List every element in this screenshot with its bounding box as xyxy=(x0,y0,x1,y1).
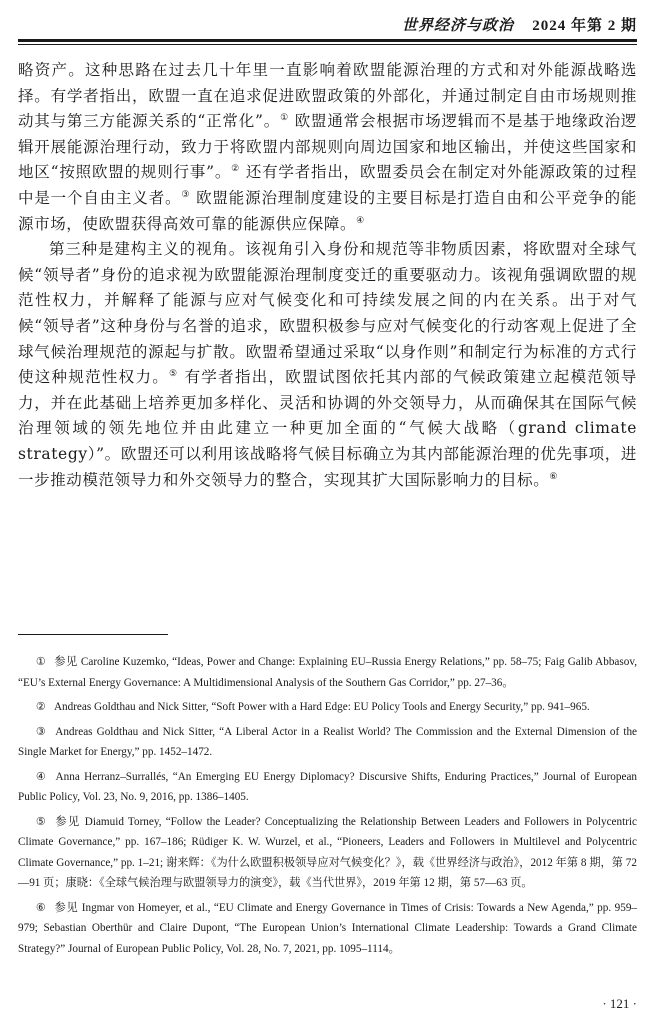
footnote-ref-6[interactable]: ⑥ xyxy=(549,471,558,482)
footnotes xyxy=(18,652,637,959)
issue-label: 2024 年第 2 期 xyxy=(532,18,637,34)
footnote-ref-3[interactable]: ③ xyxy=(181,189,191,200)
header-rule-thick xyxy=(18,39,637,42)
running-header xyxy=(18,14,637,36)
footnote-1: ① 参见 Caroline Kuzemko, “Ideas, Power and Change: Explaining EU–Russia Energy Relations,” pp. 58–75; Faig Galib Abbasov, “EU’s External Energy Governance: A Multidimensional Analysis of the Southern Gas Corridor,” pp. 27–36。 xyxy=(18,656,638,689)
footnote-3: ③ Andreas Goldthau and Nick Sitter, “A Liberal Actor in a Realist World? The Commission and the External Dimension of the Single Market for Energy,” pp. 1452–1472. xyxy=(18,725,637,758)
header-rule-thin xyxy=(18,44,637,45)
footnote-2: ② Andreas Goldthau and Nick Sitter, “Soft Power with a Hard Edge: EU Policy Tools and Energy Security,” pp. 941–965. xyxy=(35,701,590,713)
footnote-separator xyxy=(18,634,168,635)
page-number: · 121 · xyxy=(602,996,637,1011)
footnote-ref-2[interactable]: ② xyxy=(231,164,241,175)
paragraph-1: 略资产。这种思路在过去几十年里一直影响着欧盟能源治理的方式和对外能源战略选择。有学者指出，欧盟一直在追求促进欧盟政策的外部化，并通过制定自由市场规则推动其与第三方能源关系的“正常化”。① 欧盟通常会根据市场逻辑而不是基于地缘政治逻辑开展能源治理行动，致力于将欧盟内部规则向周边国家和地区输出，并使这些国家和地区“按照欧盟的规则行事”。② 还有学者指出，欧盟委员会在制定对外能源政策的过程中是一个自由主义者。③ 欧盟能源治理制度建设的主要目标是打造自由和公平竞争的能源市场，使欧盟获得高效可靠的能源供应保障。④ xyxy=(18,61,638,233)
main-text xyxy=(18,58,637,493)
footnote-ref-4[interactable]: ④ xyxy=(356,215,365,226)
footnote-ref-5[interactable]: ⑤ xyxy=(169,368,179,379)
footnote-5: ⑤ 参见 Diamuid Torney, “Follow the Leader? Conceptualizing the Relationship Between Leaders and Followers in Polycentric Climate Governance,” pp. 167–186; Rüdiger K. W. Wurzel, et al., “Pioneers, Leaders and Followers in Multilevel and Polycentric Climate Governance,” pp. 1–21; 谢来辉：《为什么欧盟积极领导应对气候变化？》，载《世界经济与政治》，2012 年第 8 期，第 72—91 页；康晓：《全球气候治理与欧盟领导力的演变》，载《当代世界》，2019 年第 12 期，第 57—63 页。 xyxy=(18,815,638,889)
footnote-ref-1[interactable]: ① xyxy=(280,113,289,124)
footnote-4: ④ Anna Herranz–Surrallés, “An Emerging EU Energy Diplomacy? Discursive Shifts, Enduring Practices,” Journal of European Public Policy, Vol. 23, No. 9, 2016, pp. 1386–1405. xyxy=(18,770,638,803)
footnote-6: ⑥ 参见 Ingmar von Homeyer, et al., “EU Climate and Energy Governance in Times of Crisis: Towards a New Agenda,” pp. 959–979; Sebastian Oberthür and Claire Dupont, “The European Union’s International Climate Leadership: Towards a Grand Climate Strategy?” Journal of European Public Policy, Vol. 28, No. 7, 2021, pp. 1095–1114。 xyxy=(18,901,638,955)
paragraph-2: 第三种是建构主义的视角。该视角引入身份和规范等非物质因素，将欧盟对全球气候“领导者”身份的追求视为欧盟能源治理制度变迁的重要驱动力。该视角强调欧盟的规范性权力，并解释了能源与应对气候变化和可持续发展之间的内在关系。出于对气候“领导者”这种身份与名誉的追求，欧盟积极参与应对气候变化的行动客观上促进了全球气候治理规范的源起与扩散。欧盟希望通过采取“以身作则”和制定行为标准的方式行使这种规范性权力。⑤ 有学者指出，欧盟试图依托其内部的气候政策建立起模范领导力，并在此基础上培养更加多样化、灵活和协调的外交领导力，从而确保其在国际气候治理领域的领先地位并由此建立一种更加全面的“气候大战略（grand climate strategy）”。欧盟还可以利用该战略将气候目标确立为其内部能源治理的优先事项，进一步推动模范领导力和外交领导力的整合，实现其扩大国际影响力的目标。⑥ xyxy=(18,240,638,489)
journal-title: 世界经济与政治 xyxy=(401,16,514,34)
